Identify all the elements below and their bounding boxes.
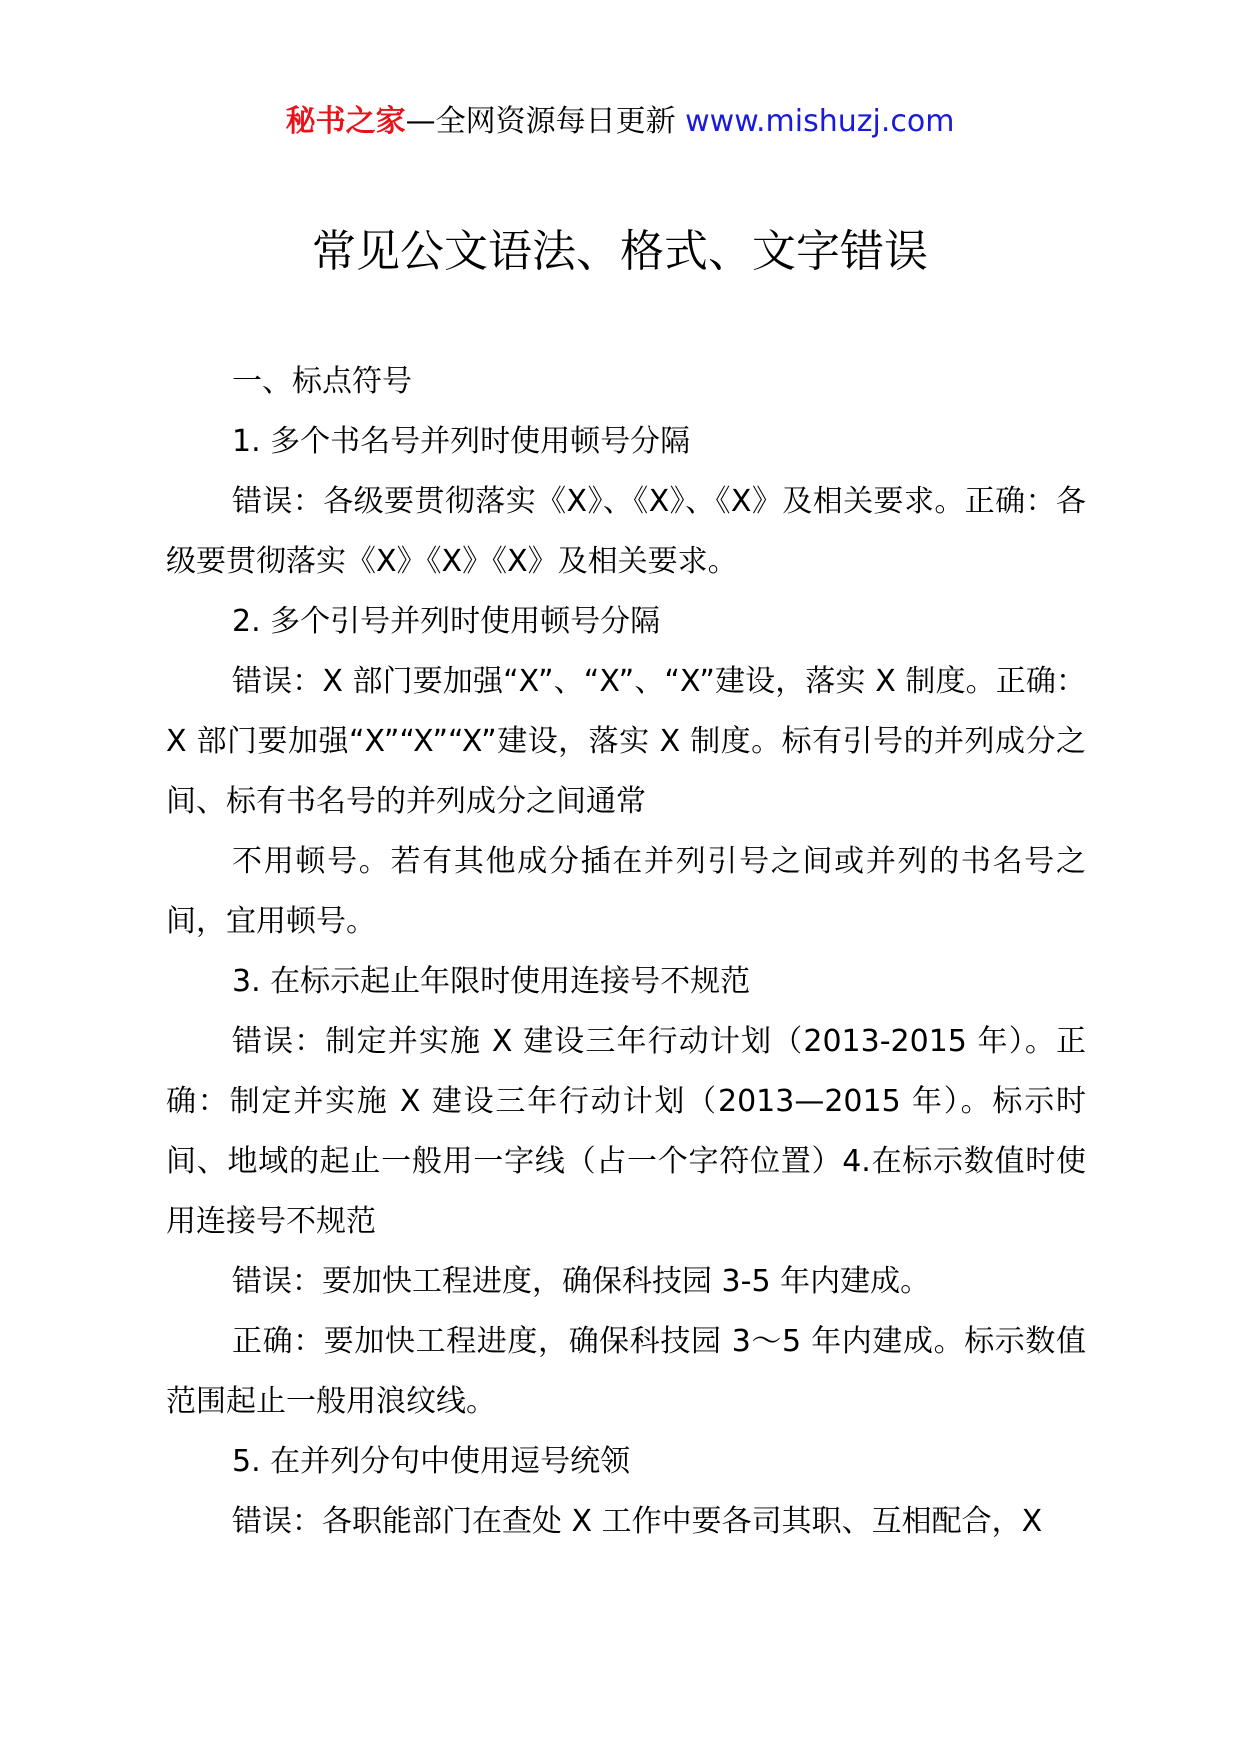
site-url-link[interactable]: www.mishuzj.com [685, 104, 955, 139]
body-paragraph: 错误：X 部门要加强“X”、“X”、“X”建设，落实 X 制度。正确：X 部门要加强“X”“X”“X”建设，落实 X 制度。标有引号的并列成分之间、标有书名号的并列成分之间通常 [166, 664, 1086, 819]
header-tagline: —全网资源每日更新 [405, 104, 676, 139]
body-paragraph: 错误：制定并实施 X 建设三年行动计划（2013-2015 年）。正确：制定并实施 X 建设三年行动计划（2013—2015 年）。标示时间、地域的起止一般用一字线（占一个字符位置）4.在标示数值时使用连接号不规范 [166, 1024, 1086, 1239]
item-heading: 3. 在标示起止年限时使用连接号不规范 [232, 964, 751, 999]
item-heading: 1. 多个书名号并列时使用顿号分隔 [232, 424, 691, 459]
site-header [0, 100, 1240, 144]
body-paragraph: 错误：各级要贯彻落实《X》、《X》、《X》及相关要求。正确：各级要贯彻落实《X》《X》《X》及相关要求。 [166, 484, 1086, 579]
body-paragraph: 不用顿号。若有其他成分插在并列引号之间或并列的书名号之间，宜用顿号。 [166, 844, 1086, 939]
document-body [166, 352, 1086, 1552]
body-paragraph: 错误：各职能部门在查处 X 工作中要各司其职、互相配合，X [232, 1504, 1043, 1539]
body-paragraph: 正确：要加快工程进度，确保科技园 3～5 年内建成。标示数值范围起止一般用浪纹线。 [166, 1324, 1086, 1419]
item-heading: 2. 多个引号并列时使用顿号分隔 [232, 604, 661, 639]
item-heading: 5. 在并列分句中使用逗号统领 [232, 1444, 631, 1479]
brand-name: 秘书之家 [285, 104, 406, 139]
section-heading: 一、标点符号 [232, 364, 412, 399]
body-paragraph: 错误：要加快工程进度，确保科技园 3-5 年内建成。 [232, 1264, 931, 1299]
document-title: 常见公文语法、格式、文字错误 [312, 226, 928, 277]
